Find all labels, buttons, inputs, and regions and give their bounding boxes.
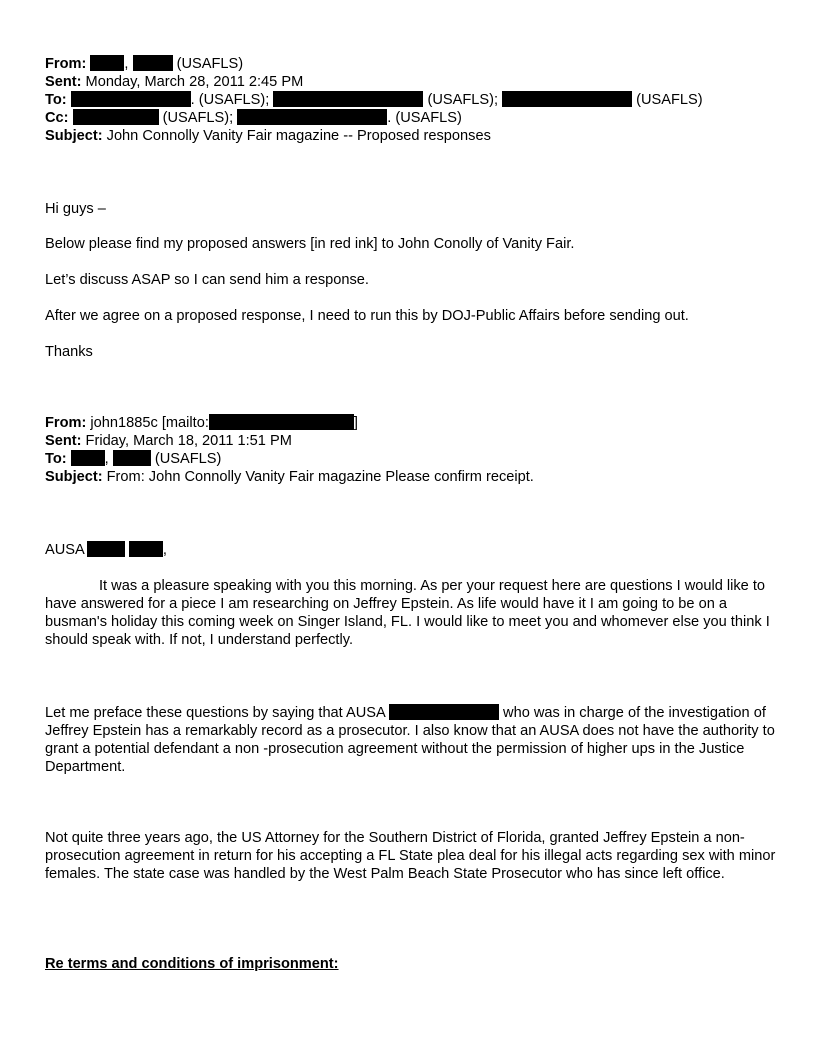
subject-label: Subject: bbox=[45, 469, 103, 485]
redaction-block bbox=[389, 704, 499, 720]
section-heading: Re terms and conditions of imprisonment: bbox=[45, 956, 339, 972]
to-org-3: (USAFLS) bbox=[636, 92, 703, 108]
salutation-prefix: AUSA bbox=[45, 542, 85, 558]
salutation-suffix: , bbox=[162, 542, 167, 558]
redaction-block bbox=[113, 450, 151, 466]
email2-salutation bbox=[45, 541, 167, 559]
email2-subject-line bbox=[45, 468, 534, 486]
redaction-block bbox=[90, 55, 124, 71]
cc-org-1: (USAFLS); bbox=[162, 110, 234, 126]
redaction-block bbox=[73, 109, 159, 125]
from-label: From: bbox=[45, 415, 87, 431]
email1-from-line bbox=[45, 55, 243, 73]
email1-sent-line bbox=[45, 73, 303, 91]
email2-sent-line bbox=[45, 432, 292, 450]
redaction-block bbox=[237, 109, 387, 125]
paragraph-text-start: Let me preface these questions by saying that AUSA bbox=[45, 705, 385, 721]
email1-paragraph-1: Below please find my proposed answers [in red ink] to John Conolly of Vanity Fair. bbox=[45, 236, 575, 252]
from-org: (USAFLS) bbox=[176, 56, 244, 72]
to-org-2: (USAFLS); bbox=[427, 92, 498, 108]
redaction-block bbox=[71, 450, 105, 466]
sent-label: Sent: bbox=[45, 433, 82, 449]
cc-label: Cc: bbox=[45, 110, 69, 126]
email1-cc-line bbox=[45, 109, 462, 127]
email1-paragraph-3: After we agree on a proposed response, I need to run this by DOJ-Public Affairs before sending out. bbox=[45, 308, 689, 324]
redaction-block bbox=[129, 541, 163, 557]
from-close: ] bbox=[353, 415, 358, 431]
from-value: john1885c [mailto: bbox=[90, 415, 209, 431]
to-org-1: . (USAFLS); bbox=[190, 92, 270, 108]
subject-value: John Connolly Vanity Fair magazine -- Proposed responses bbox=[106, 128, 491, 144]
sent-value: Friday, March 18, 2011 1:51 PM bbox=[85, 433, 292, 449]
redaction-block bbox=[273, 91, 423, 107]
email1-subject-line bbox=[45, 127, 491, 145]
cc-org-2: . (USAFLS) bbox=[387, 110, 462, 126]
email1-signoff: Thanks bbox=[45, 344, 93, 360]
subject-label: Subject: bbox=[45, 128, 103, 144]
redaction-block bbox=[87, 541, 125, 557]
to-label: To: bbox=[45, 451, 67, 467]
to-separator: , bbox=[104, 451, 109, 467]
email2-paragraph-2 bbox=[45, 704, 780, 776]
to-org: (USAFLS) bbox=[154, 451, 222, 467]
paragraph-text: It was a pleasure speaking with you this morning. As per your request here are questions I would like to have answered for a piece I am researching on Jeffrey Epstein. As life would have it I am going to be on a busman's holiday this coming week on Singer Island, FL. I would like to meet you and whomever else you think I should speak with. If not, I understand perfectly. bbox=[45, 578, 770, 648]
email2-paragraph-1 bbox=[45, 577, 780, 649]
email2-from-line bbox=[45, 414, 358, 432]
redaction-block bbox=[502, 91, 632, 107]
redaction-block bbox=[209, 414, 354, 430]
email2-to-line bbox=[45, 450, 221, 468]
email1-paragraph-2: Let’s discuss ASAP so I can send him a response. bbox=[45, 272, 369, 288]
from-separator: , bbox=[124, 56, 129, 72]
from-label: From: bbox=[45, 56, 87, 72]
paragraph-text-rest: who was in charge of the investigation of Jeffrey Epstein has a remarkably record as a prosecutor. I also know that an AUSA does not have the authority to grant a potential defendant a non -prosecution agreement without the permission of higher ups in the Justice Department. bbox=[45, 705, 775, 775]
email2-paragraph-3: Not quite three years ago, the US Attorney for the Southern District of Florida, granted Jeffrey Epstein a non-prosecution agreement in return for his accepting a FL State plea deal for his illegal acts regarding sex with minor females. The state case was handled by the West Palm Beach State Prosecutor who has since left office. bbox=[45, 830, 776, 882]
email1-greeting: Hi guys – bbox=[45, 201, 106, 217]
sent-label: Sent: bbox=[45, 74, 82, 90]
to-label: To: bbox=[45, 92, 67, 108]
redaction-block bbox=[71, 91, 191, 107]
subject-value: From: John Connolly Vanity Fair magazine Please confirm receipt. bbox=[106, 469, 534, 485]
email1-to-line bbox=[45, 91, 703, 109]
sent-value: Monday, March 28, 2011 2:45 PM bbox=[85, 74, 304, 90]
redaction-block bbox=[133, 55, 173, 71]
